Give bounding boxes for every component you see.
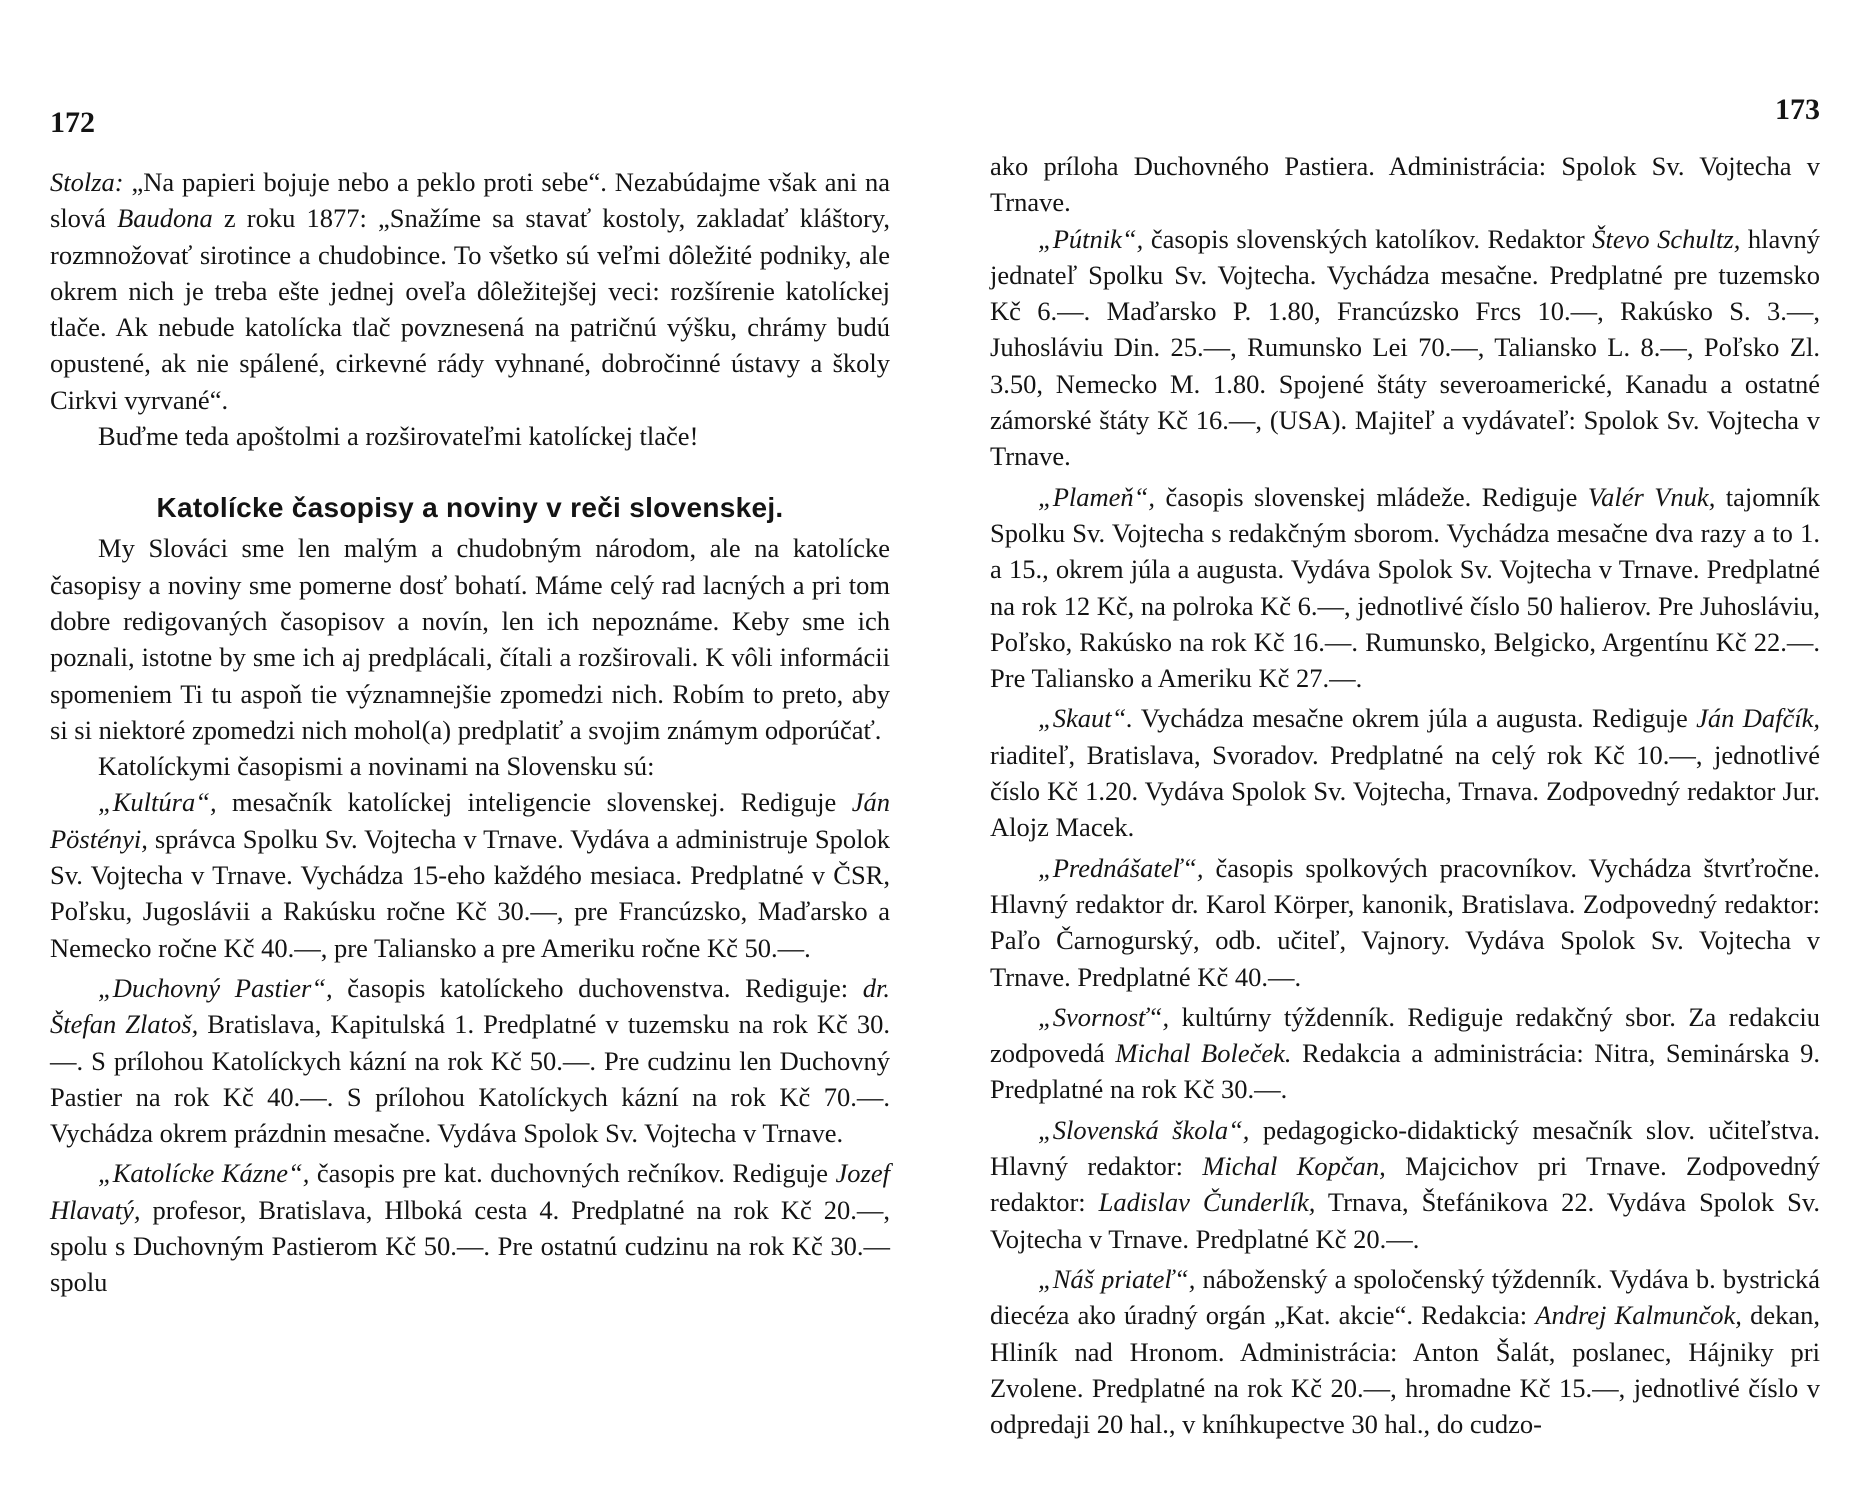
entry-katolicke-kazne: „Katolícke Kázne“, časopis pre kat. duchovných rečníkov. Rediguje Jozef Hlavatý, profesor, Bratislava, Hlboká cesta 4. Predplatné na rok Kč 20.—, spolu s Duchovným Pastierom Kč 50.—. Pre ostatnú cudzinu na rok Kč 30.— spolu xyxy=(50,1158,890,1298)
entry-duchovny-pastier: „Duchovný Pastier“, časopis katolíckeho duchovenstva. Rediguje: dr. Štefan Zlatoš, Bratislava, Kapitulská 1. Predplatné v tuzemsku na rok Kč 30.—. S prílohou Katolíckych kázní na rok Kč 50.—. Pre cudzinu len Duchovný Pastier na rok Kč 40.—. S prílohou Katolíckych kázní na rok Kč 70.—. Vychádza okrem prázdnin mesačne. Vydáva Spolok Sv. Vojtecha v Trnave. xyxy=(50,972,891,1149)
entry-slovenska-skola: „Slovenská škola“, pedagogicko-didaktický mesačník slov. učiteľstva. Hlavný redaktor: Michal Kopčan, Majcichov pri Trnave. Zodpovedný redaktor: Ladislav Čunderlík, Trnava, Štefánikova 22. Vydáva Spolok Sv. Vojtecha v Trnave. Predplatné Kč 20.—. xyxy=(990,1114,1821,1254)
paragraph-intro: My Slováci sme len malým a chudobným národom, ale na katolícke časopisy a noviny sme pomerne dosť bohatí. Máme celý rad lacných a pri tom dobre redigovaných časopisov a novín, len ich nepoznáme. Keby sme ich poznali, istotne by sme ich aj predplácali, čítali a rozširovali. K vôli informácii spomeniem Ti tu aspoň tie významnejšie zpomedzi nich. Robím to preto, aby si si niektoré zpomedzi nich mohol(a) predplatiť a svojim známym odporúčať. xyxy=(50,533,890,745)
left-page xyxy=(50,0,890,1500)
page-number: 173 xyxy=(1775,93,1820,126)
right-page-text xyxy=(990,148,1820,1442)
paragraph-list-lead: Katolíckymi časopismi a novinami na Slovensku sú: xyxy=(98,751,655,782)
entry-putnik: „Pútnik“, časopis slovenských katolíkov. Redaktor Števo Schultz, hlavný jednateľ Spolku Sv. Vojtecha. Vychádza mesačne. Predplatné pre tuzemsko Kč 6.—. Maďarsko P. 1.80, Francúzsko Frcs 10.—, Rakúsko S. 3.—, Juhosláviu Din. 25.—, Rumunsko Lei 70.—, Taliansko L. 8.—, Poľsko Zl. 3.50, Nemecko M. 1.80. Spojené štáty severoamerické, Kanadu a ostatné zámorské štáty Kč 16.—, (USA). Majiteľ a vydávateľ: Spolok Sv. Vojtecha v Trnave. xyxy=(990,223,1821,472)
entry-svornost: „Svornosť“, kultúrny týždenník. Rediguje redakčný sbor. Za redakciu zodpovedá Michal Boleček. Redakcia a administrácia: Nitra, Seminárska 9. Predplatné na rok Kč 30.—. xyxy=(990,1001,1821,1105)
left-page-text xyxy=(50,164,890,1301)
section-heading: Katolícke časopisy a noviny v reči slovenskej. xyxy=(156,492,784,524)
entry-plamen: „Plameň“, časopis slovenskej mládeže. Rediguje Valér Vnuk, tajomník Spolku Sv. Vojtecha s redakčným sborom. Vychádza mesačne dva razy a to 1. a 15., okrem júla a augusta. Vydáva Spolok Sv. Vojtecha v Trnave. Predplatné na rok 12 Kč, na polroka Kč 6.—, jednotlivé číslo 50 halierov. Pre Juhosláviu, Poľsko, Rakúsko na rok Kč 16.—. Rumunsko, Belgicko, Argentínu Kč 22.—. Pre Taliansko a Ameriku Kč 27.—. xyxy=(990,481,1821,694)
entry-nas-priatel: „Náš priateľ“, náboženský a spoločenský týždenník. Vydáva b. bystrická diecéza ako úradný orgán „Kat. akcie“. Redakcia: Andrej Kalmunčok, dekan, Hliník nad Hronom. Administrácia: Anton Šalát, poslanec, Hájniky pri Zvolene. Predplatné na rok Kč 20.—, hromadne Kč 15.—, jednotlivé číslo v odpredaji 20 hal., v kníhkupectve 30 hal., do cudzo- xyxy=(990,1263,1820,1440)
page-number: 172 xyxy=(50,106,95,139)
paragraph-continuation: ako príloha Duchovného Pastiera. Administrácia: Spolok Sv. Vojtecha v Trnave. xyxy=(990,151,1820,218)
entry-skaut: „Skaut“. Vychádza mesačne okrem júla a augusta. Rediguje Ján Dafčík, riaditeľ, Bratislava, Svoradov. Predplatné na celý rok Kč 10.—, jednotlivé číslo Kč 1.20. Vydáva Spolok Sv. Vojtecha, Trnava. Zodpovedný redaktor Jur. Alojz Macek. xyxy=(990,703,1820,843)
paragraph-stolza: Stolza: „Na papieri bojuje nebo a peklo proti sebe“. Nezabúdajme však ani na slová Baudona z roku 1877: „Snažíme sa stavať kostoly, zakladať kláštory, rozmnožovať sirotince a chudobince. To všetko sú veľmi dôležité podniky, ale okrem nich je treba ešte jednej oveľa dôležitejšej veci: rozšírenie katolíckej tlače. Ak nebude katolícka tlač povznesená na patričnú výšku, chrámy budú opustené, ak nie spálené, cirkevné rády vyhnané, dobročinné ústavy a školy Cirkvi vyrvané“. xyxy=(50,167,890,415)
paragraph-apostles: Buďme teda apoštolmi a rozširovateľmi katolíckej tlače! xyxy=(98,421,699,452)
right-page xyxy=(990,0,1820,1500)
entry-kultura: „Kultúra“, mesačník katolíckej inteligencie slovenskej. Rediguje Ján Pöstényi, správca Spolku Sv. Vojtecha v Trnave. Vydáva a administruje Spolok Sv. Vojtecha v Trnave. Vychádza 15-eho každého mesiaca. Predplatné v ČSR, Poľsku, Jugoslávii a Rakúsku ročne Kč 30.—, pre Francúzsko, Maďarsko a Nemecko ročne Kč 40.—, pre Taliansko a pre Ameriku ročne Kč 50.—. xyxy=(50,787,890,963)
entry-prednasatel: „Prednášateľ“, časopis spolkových pracovníkov. Vychádza štvrťročne. Hlavný redaktor dr. Karol Körper, kanonik, Bratislava. Zodpovedný redaktor: Paľo Čarnogurský, odb. učiteľ, Vajnory. Vydáva Spolok Sv. Vojtecha v Trnave. Predplatné Kč 40.—. xyxy=(990,852,1820,992)
